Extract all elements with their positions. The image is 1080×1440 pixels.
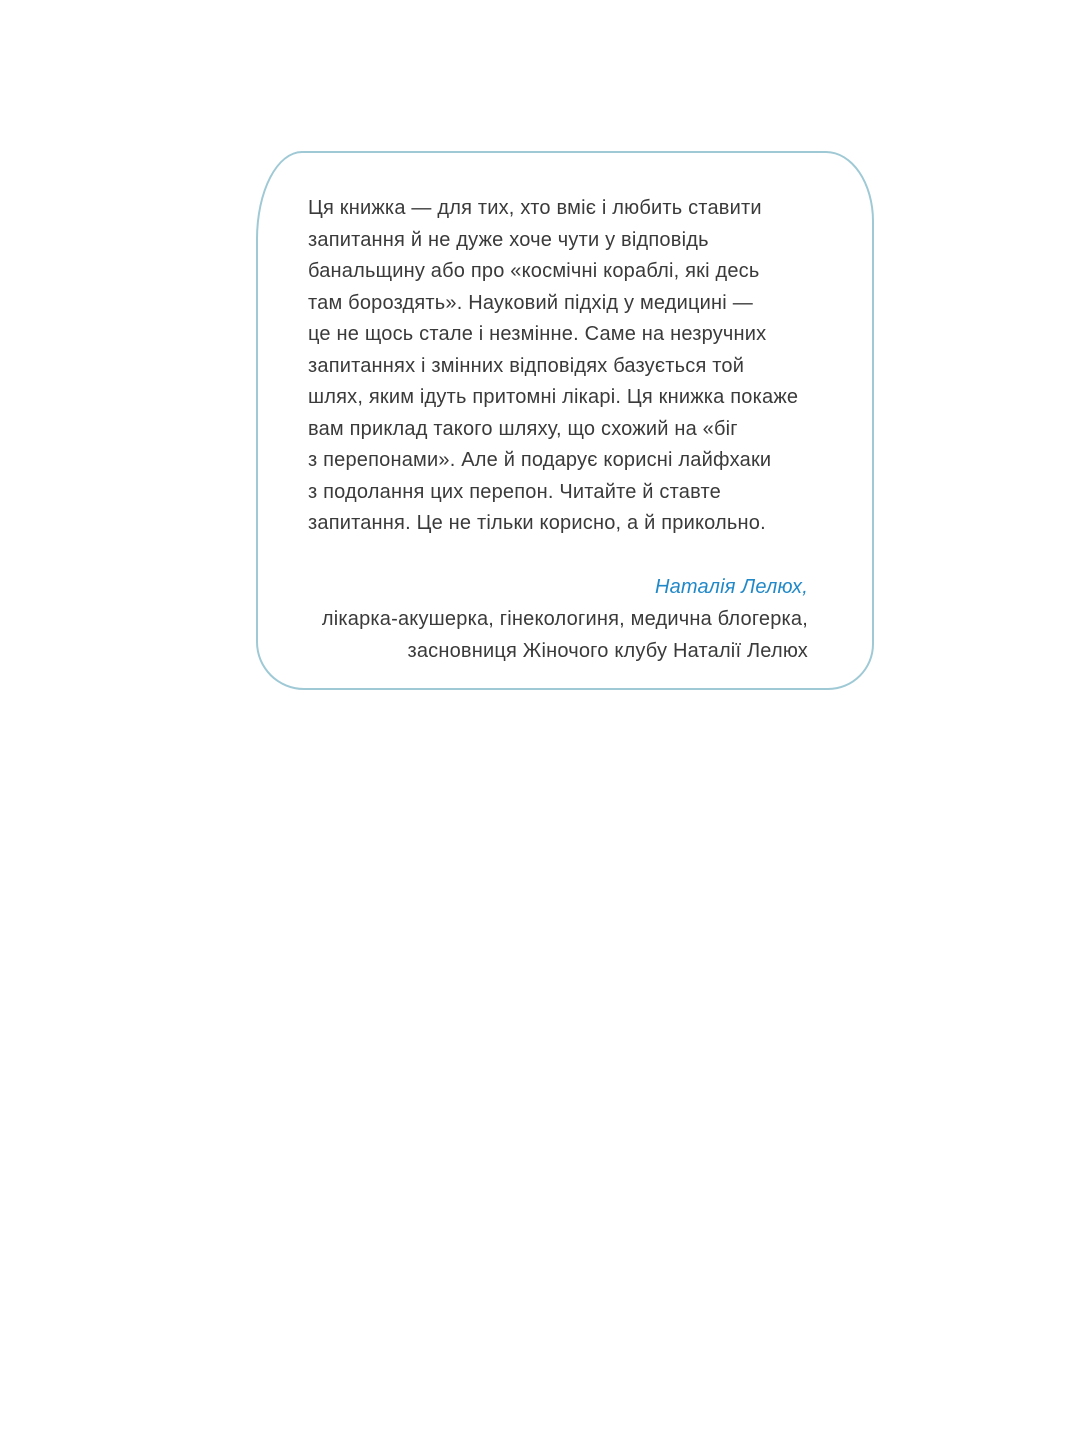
- quote-text-line: запитання й не дуже хоче чути у відповідь: [308, 228, 709, 251]
- attribution-role: засновниця Жіночого клубу Наталії Лелюх: [407, 639, 808, 662]
- quote-text-line: з перепонами». Але й подарує корисні лайфхаки: [308, 449, 772, 471]
- attribution-name: Наталія Лелюх,: [654, 575, 808, 598]
- quote-text-line: Ця книжка — для тих, хто вміє і любить ставити: [308, 197, 762, 219]
- quote-text-line: вам приклад такого шляху, що схожий на «біг: [308, 417, 738, 440]
- quote-text-line: запитаннях і змінних відповідях базується той: [308, 354, 745, 377]
- quote-text-block: [258, 153, 872, 667]
- quote-text-line: банальщину або про «космічні кораблі, які десь: [308, 260, 760, 282]
- quote-text-line: це не щось стале і незмінне. Саме на незручних: [308, 323, 767, 345]
- attribution-block: [308, 571, 808, 667]
- attribution-role: лікарка-акушерка, гінекологиня, медична блогерка,: [321, 607, 808, 630]
- quote-text-line: запитання. Це не тільки корисно, а й прикольно.: [308, 512, 766, 534]
- quote-text-line: там бороздять». Науковий підхід у медицині —: [308, 291, 753, 314]
- quote-text-line: шлях, яким ідуть притомні лікарі. Ця книжка покаже: [308, 386, 799, 408]
- testimonial-quote-box: [256, 151, 874, 690]
- quote-text-line: з подолання цих перепон. Читайте й ставте: [308, 480, 721, 503]
